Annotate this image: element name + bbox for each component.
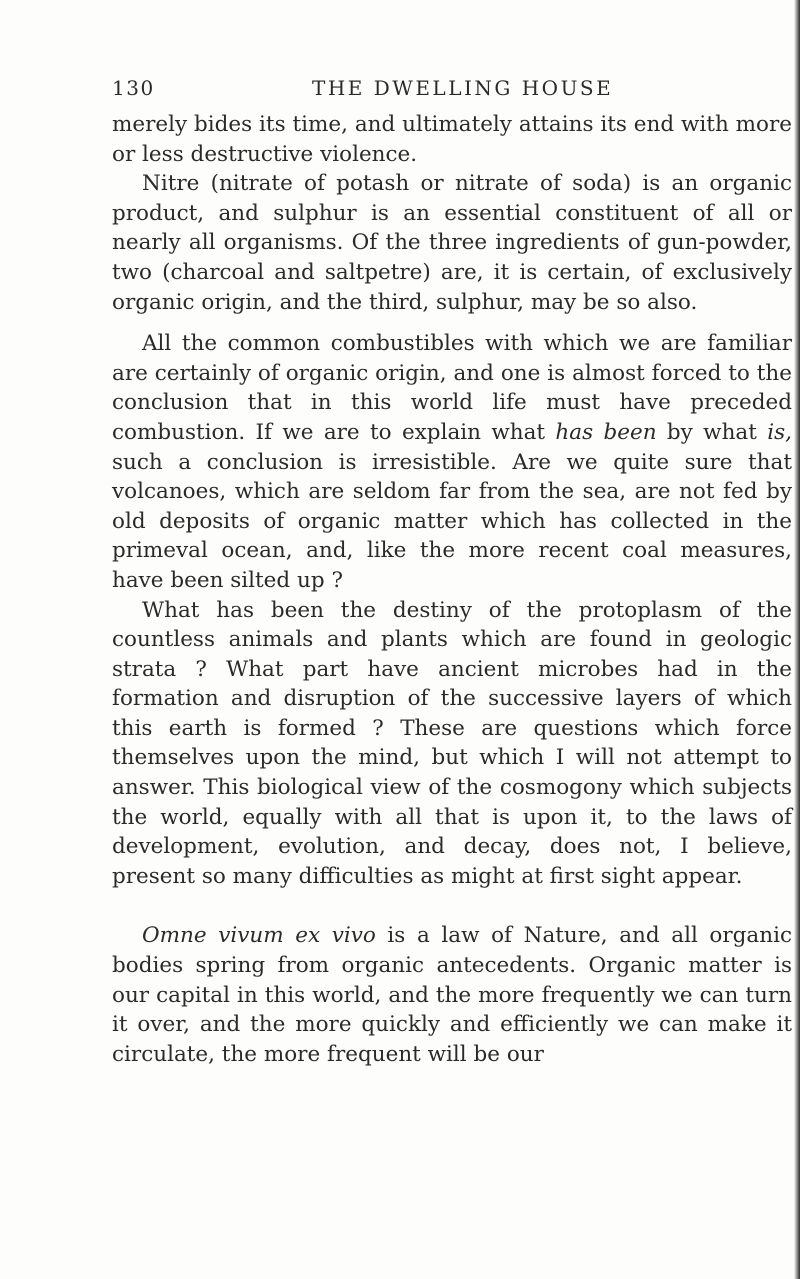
running-title: THE DWELLING HOUSE [312, 76, 614, 100]
text-run: is a law of Nature, and all organic bodies spring from organic antecedents. Organic matter is our capital in this world, and the more frequently we can turn it over, and the more quickly and efficiently we can make it circulate, the more frequent will be our [112, 923, 793, 1067]
page-edge-shadow [794, 0, 800, 1279]
paragraph-omne-vivum [112, 921, 792, 1069]
paragraph-combustibles [112, 329, 792, 595]
italic-phrase: has been [555, 419, 657, 445]
text-run: such a conclusion is irresistible. Are we quite sure that volcanoes, which are seldom far from the sea, are not fed by old deposits of organic matter which has collected in the primeval ocean, and, like the more recent coal measures, have been silted up ? [112, 449, 792, 593]
paragraph-continuation: merely bides its time, and ultimately attains its end with more or less destructive violence. [112, 112, 792, 167]
paragraph-nitre: Nitre (nitrate of potash or nitrate of soda) is an organic product, and sulphur is an essential constituent of all or nearly all organisms. Of the three ingredients of gun-powder, two (charcoal and saltpetre) are, it is certain, of exclusively organic origin, and the third, sulphur, may be so also. [112, 171, 792, 315]
body-text [112, 110, 792, 1069]
latin-phrase: Omne vivum ex vivo [142, 923, 376, 949]
paragraph-protoplasm: What has been the destiny of the protoplasm of the countless animals and plants which are found in geologic strata ? What part have ancient microbes had in the formation and disruption of the successive layers of which this earth is formed ? These are questions which force themselves upon the mind, but which I will not attempt to answer. This biological view of the cosmogony which subjects the world, equally with all that is upon it, to the laws of development, evolution, and decay, does not, I believe, present so many difficulties as might at first sight appear. [112, 597, 792, 889]
text-run: by what [656, 419, 768, 445]
running-head [112, 76, 792, 106]
text-run: All the common combustibles with which we are familiar are certainly of organic origin, and one is almost forced to the conclusion that in this world life must have preceded combustion. If we are to explain what [112, 331, 792, 445]
page-number: 130 [112, 76, 155, 100]
italic-phrase: is, [767, 419, 793, 445]
